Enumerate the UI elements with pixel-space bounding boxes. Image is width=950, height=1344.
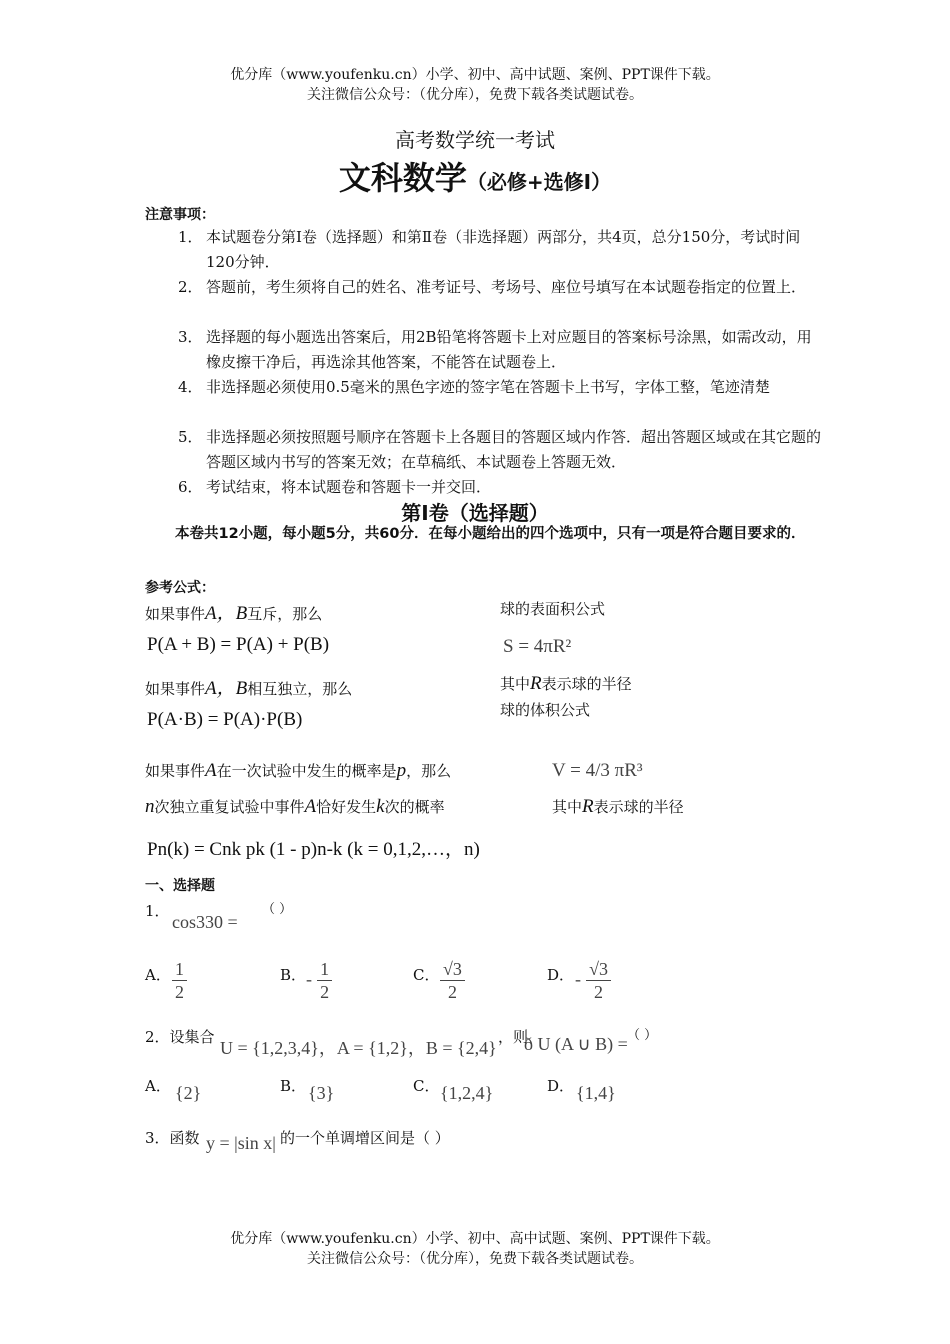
formula-line	[145, 673, 352, 700]
formula-text: ，那么	[406, 762, 452, 780]
option-label: C．	[413, 1077, 440, 1095]
formula-text: 其中	[500, 675, 531, 693]
note-text: 非选择题必须按照题号顺序在答题卡上各题目的答题区域内作答．超出答题区域或在其它题的答题区域内书写的答案无效；在草稿纸、本试题卷上答题无效．	[206, 428, 822, 471]
formula-line	[552, 796, 684, 818]
option-value: {3}	[308, 1083, 335, 1103]
question-text: ，则	[498, 1028, 529, 1046]
note-text: 非选择题必须使用0.5毫米的黑色字迹的签字笔在答题卡上书写，字体工整，笔迹清楚	[206, 378, 770, 396]
frac-num: 1	[317, 958, 332, 981]
option-label: D．	[547, 1077, 575, 1095]
section-title: 第Ⅰ卷（选择题）	[401, 501, 549, 525]
note-item	[178, 275, 828, 325]
sphere-volume-label: 球的体积公式	[500, 701, 591, 719]
formula-line	[145, 760, 451, 782]
formula-binomial: Pn(k) = Cnk pk (1 - p)n-k (k = 0,1,2,…，n)	[147, 839, 480, 860]
option-value: {2}	[175, 1083, 202, 1103]
sphere-area-label: 球的表面积公式	[500, 600, 606, 618]
notes-heading: 注意事项：	[145, 207, 215, 223]
question-expr: cos330 =	[172, 912, 238, 932]
note-item	[178, 375, 828, 425]
sphere-area-formula: S = 4πR²	[503, 636, 572, 657]
note-text: 考试结束，将本试题卷和答题卡一并交回．	[206, 478, 492, 496]
answer-paren: （ ）	[262, 902, 293, 917]
header-line-1: 优分库（www.youfenku.cn）小学、初中、高中试题、案例、PPT课件下载。	[230, 67, 720, 83]
note-text: 答题前，考生须将自己的姓名、准考证号、考场号、座位号填写在本试题卷指定的位置上．	[206, 278, 807, 296]
question-number: 2．设集合	[145, 1028, 215, 1046]
formula-text: 如果事件	[145, 762, 206, 780]
formula-text: 其中	[552, 798, 583, 816]
note-num: 3．	[178, 328, 203, 346]
note-num: 5．	[178, 428, 203, 446]
question-number: 3．函数	[145, 1129, 200, 1147]
note-num: 4．	[178, 378, 203, 396]
exam-subtitle: 高考数学统一考试	[395, 128, 555, 152]
option-label: C．	[413, 966, 440, 984]
formula-text: 互斥，那么	[247, 605, 323, 623]
frac-den: 2	[175, 982, 184, 1002]
frac-num: √3	[440, 958, 465, 981]
section-intro: 本卷共12小题，每小题5分，共60分．在每小题给出的四个选项中，只有一项是符合题目要求的．	[175, 526, 806, 542]
formula-text: 表示球的半径	[593, 798, 684, 816]
formulas-heading: 参考公式：	[145, 580, 215, 596]
formula-line	[145, 796, 445, 818]
option-label: A．	[145, 1077, 171, 1095]
note-item	[178, 325, 828, 375]
formula-line	[500, 673, 632, 695]
question-expr: U = {1,2,3,4}，A = {1,2}，B = {2,4}	[220, 1038, 497, 1058]
exam-title-paren: （必修+选修Ⅰ）	[466, 170, 612, 194]
formula-var: R	[582, 796, 594, 817]
formula-text: 恰好发生	[316, 798, 377, 816]
note-text: 本试题卷分第Ⅰ卷（选择题）和第Ⅱ卷（非选择题）两部分，共4页，总分150分，考试时间120分钟．	[206, 228, 801, 271]
formula-line	[145, 598, 322, 625]
formula-text: 如果事件	[145, 680, 206, 698]
header-line-2: 关注微信公众号：（优分库），免费下载各类试题试卷。	[307, 87, 643, 103]
option-label: A．	[145, 966, 171, 984]
frac-num: √3	[586, 958, 611, 981]
part1-heading: 一、选择题	[145, 878, 215, 894]
question-expr: ð U (A ∪ B) =	[524, 1034, 628, 1054]
formula-addition: P(A + B) = P(A) + P(B)	[147, 634, 330, 655]
frac-den: 2	[447, 982, 457, 1002]
formula-var: A，B	[205, 603, 248, 624]
footer-line-2: 关注微信公众号：（优分库），免费下载各类试题试卷。	[307, 1251, 643, 1267]
option-a-value	[172, 958, 187, 1003]
option-label: B．	[280, 1077, 307, 1095]
question-text: 的一个单调增区间是（ ）	[280, 1129, 450, 1147]
frac-den: 2	[594, 982, 604, 1002]
exam-title-main: 文科数学	[338, 159, 467, 197]
formula-text: 如果事件	[145, 605, 206, 623]
exam-title	[0, 153, 950, 199]
answer-paren: （ ）	[627, 1028, 658, 1043]
option-value: {1,2,4}	[440, 1083, 494, 1103]
formula-text: 在一次试验中发生的概率是	[216, 762, 397, 780]
frac-den: 2	[320, 982, 330, 1002]
formula-text: 表示球的半径	[541, 675, 632, 693]
option-b-value	[306, 958, 332, 1003]
option-c-value	[440, 958, 465, 1003]
formula-text: 次独立重复试验中事件	[154, 798, 305, 816]
option-label: D．	[547, 966, 575, 984]
sphere-volume-formula: V = 4/3 πR³	[552, 760, 643, 781]
option-label: B．	[280, 966, 307, 984]
note-num: 6．	[178, 478, 203, 496]
question-number: 1．	[145, 902, 170, 920]
frac-num: 1	[172, 958, 187, 981]
note-item	[178, 425, 828, 475]
formula-text: 次的概率	[384, 798, 445, 816]
footer-line-1: 优分库（www.youfenku.cn）小学、初中、高中试题、案例、PPT课件下载。	[230, 1231, 720, 1247]
note-num: 2．	[178, 278, 203, 296]
formula-var: A	[205, 760, 217, 781]
formula-multiplication: P(A·B) = P(A)·P(B)	[147, 709, 303, 730]
option-value: {1,4}	[576, 1083, 616, 1103]
note-num: 1．	[178, 228, 203, 246]
option-sign: -	[575, 969, 581, 989]
formula-var: A，B	[205, 678, 248, 699]
formula-var: A	[304, 796, 317, 817]
formula-var: R	[530, 673, 542, 694]
note-item	[178, 225, 828, 275]
option-d-value	[575, 958, 611, 1003]
formula-var: n	[145, 796, 155, 817]
formula-text: 相互独立，那么	[247, 680, 353, 698]
formula-var: p	[396, 760, 407, 781]
option-sign: -	[306, 969, 312, 989]
note-text: 选择题的每小题选出答案后，用2B铅笔将答题卡上对应题目的答案标号涂黑，如需改动，用橡皮擦干净后，再选涂其他答案，不能答在试题卷上．	[206, 328, 812, 371]
formula-var: k	[376, 796, 385, 817]
question-expr: y = |sin x|	[206, 1133, 276, 1153]
